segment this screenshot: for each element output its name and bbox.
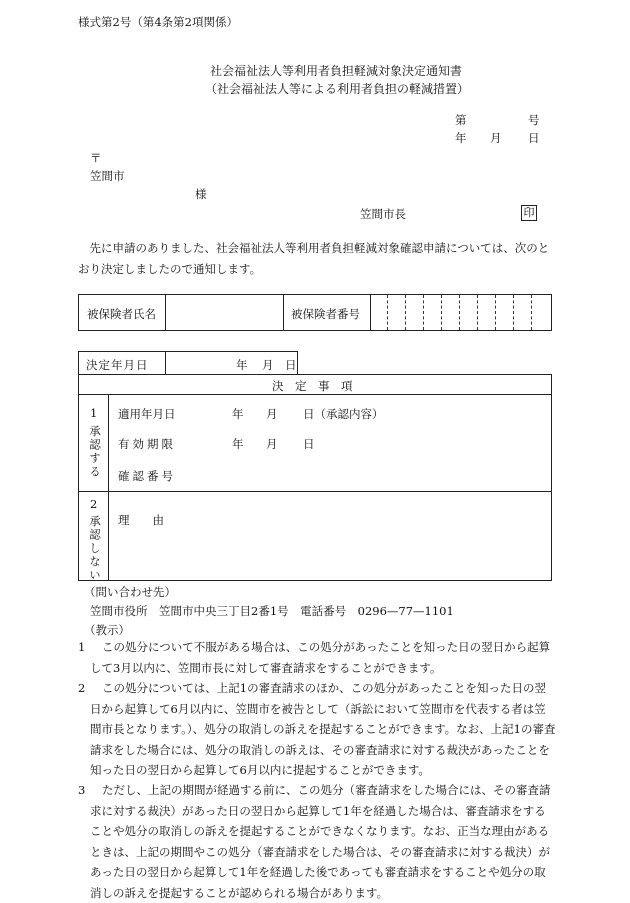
document-title: 社会福祉法人等利用者負担軽減対象決定通知書 xyxy=(210,64,463,78)
decision-year: 年 xyxy=(236,358,248,372)
apply-day-note: 日（承認内容） xyxy=(303,407,384,421)
seal-box: 印 xyxy=(521,205,537,221)
decision-date-label: 決定年月日 xyxy=(86,358,149,372)
valid-month: 月 xyxy=(266,437,278,451)
form-id: 様式第2号（第4条第2項関係） xyxy=(78,15,238,29)
decision-items-label: 決 定 事 項 xyxy=(272,379,353,393)
document-subtitle: （社会福祉法人等による利用者負担の軽減措置） xyxy=(205,82,470,96)
intro-text: 先に申請のありました、社会福祉法人等利用者負担軽減対象確認申請については、次のとおり決定しましたので通知します。 xyxy=(78,241,550,276)
issue-year: 年 xyxy=(455,131,467,145)
approve-number: 1 xyxy=(90,406,98,420)
deny-label: 承認しない xyxy=(88,515,102,583)
postal-mark: 〒 xyxy=(90,151,102,165)
valid-day: 日 xyxy=(303,437,315,451)
apply-date-label: 適用年月日 xyxy=(118,407,176,421)
notice-item-number: 2 xyxy=(78,681,86,695)
number-label: 第 xyxy=(455,113,467,127)
inquiry-heading: （問い合わせ先） xyxy=(84,585,176,599)
valid-period-label: 有効期限 xyxy=(118,437,176,451)
insured-number-label: 被保険者番号 xyxy=(291,307,360,321)
insured-name-label: 被保険者氏名 xyxy=(87,307,156,321)
approve-label: 承認する xyxy=(88,425,102,479)
issuer-name: 笠間市長 xyxy=(360,207,406,221)
notice-item-text: この処分については、上記1の審査請求のほか、この処分があったことを知った日の翌日から起算して6月以内に、笠間市を被告として（訴訟において笠間市を代表する者は笠間市長となります。）、処分の取消しの訴えを提起することができます。なお、上記1の審査請求をした場合には、処分の取消しの訴えは、その審査請求に対する裁決があったことを知った日の翌日から起算して6月以内に提起することができます。 xyxy=(90,681,556,777)
number-suffix: 号 xyxy=(528,113,540,127)
notice-item-text: ただし、上記の期間が経過する前に、この処分（審査請求をした場合には、その審査請求に対する裁決）があった日の翌日から起算して1年を経過した場合は、審査請求をすることや処分の取消しの訴えを提起することができなくなります。なお、正当な理由があるときは、上記の期間やこの処分（審査請求をした場合は、その審査請求に対する裁決）があった日の翌日から起算して1年を経過した後であっても審査請求をすることや処分の取消しの訴えを提起することが認められる場合があります。 xyxy=(90,783,551,900)
decision-month: 月 xyxy=(262,358,274,372)
deny-number: 2 xyxy=(90,497,98,511)
apply-month: 月 xyxy=(266,407,278,421)
recipient-honorific: 様 xyxy=(195,187,207,201)
inquiry-text: 笠間市役所 笠間市中央三丁目2番1号 電話番号 0296—77—1101 xyxy=(90,604,454,618)
valid-year: 年 xyxy=(232,437,244,451)
notice-item-text: この処分について不服がある場合は、この処分があったことを知った日の翌日から起算して3月以内に、笠間市長に対して審査請求をすることができます。 xyxy=(90,640,551,675)
confirm-number-label: 確認番号 xyxy=(118,469,176,483)
reason-label: 理 由 xyxy=(118,513,164,527)
apply-year: 年 xyxy=(232,407,244,421)
notice-item-number: 1 xyxy=(78,640,86,654)
issue-day: 日 xyxy=(528,131,540,145)
notice-heading: （教示） xyxy=(84,623,130,637)
issue-month: 月 xyxy=(490,131,502,145)
notice-item-number: 3 xyxy=(78,783,86,797)
recipient-city: 笠間市 xyxy=(90,169,125,183)
decision-day: 日 xyxy=(285,358,297,372)
